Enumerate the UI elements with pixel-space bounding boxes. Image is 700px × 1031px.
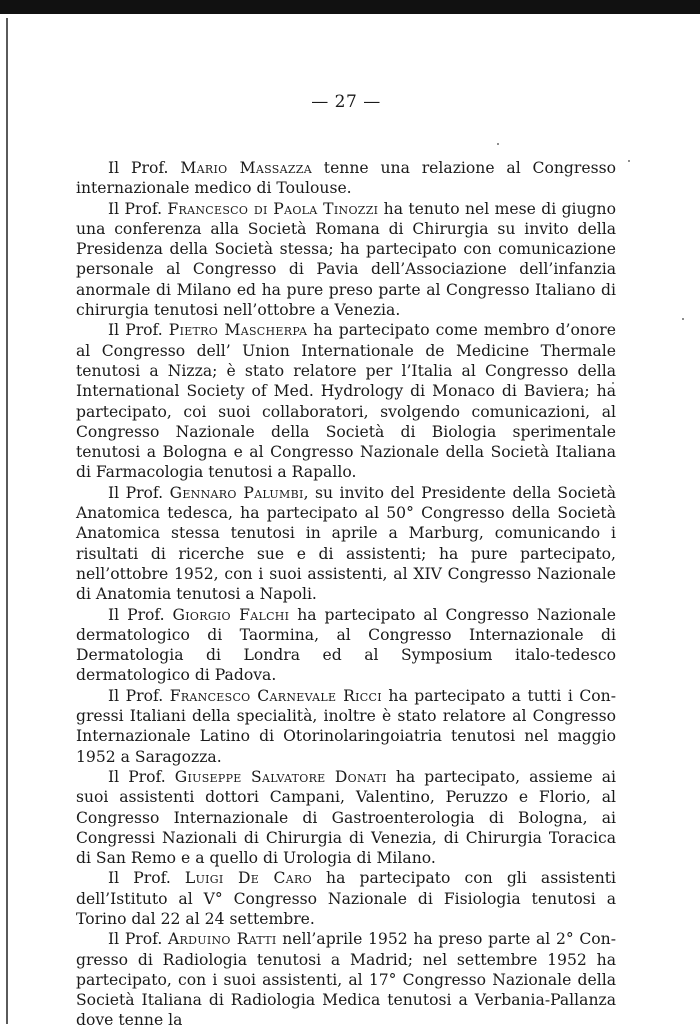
paragraph-lead: Il Prof.: [108, 686, 170, 705]
professor-name: Mario Massazza: [180, 159, 312, 177]
paragraph: [76, 320, 616, 482]
scan-speck: [682, 318, 684, 320]
paragraph-lead: Il Prof.: [108, 321, 169, 340]
paragraph-lead: Il Prof.: [108, 199, 168, 218]
paragraph: [76, 767, 616, 868]
professor-name: Francesco Carnevale Ricci: [169, 686, 382, 705]
paragraph: [76, 686, 616, 767]
paragraph-text: ha partecipato, assieme ai suoi assistenti dottori Campani, Valentino, Peruzzo e Florio, al Congresso Internazionale di Gastroenterologia di Bologna, ai Congressi Nazionali di Chirurgia di Venezia, di Chirurgia Toracica di San Remo e a quello di Urologia di Milano.: [76, 767, 616, 868]
professor-name: Luigi De Caro: [184, 869, 312, 888]
paragraph-lead: Il Prof.: [108, 869, 185, 888]
professor-name: Pietro Mascherpa: [168, 321, 308, 340]
professor-name: Gennaro Palumbi: [169, 483, 304, 502]
paragraph-text: ha partecipato a tutti i Congressi Italiani della specialità, inoltre è stato relatore al Congresso Internazionale Latino di Otorinolaringoiatria tenutosi nel maggio 1952 a Saragozza.: [76, 686, 616, 766]
paragraph: [76, 483, 616, 605]
paragraph: [76, 605, 616, 686]
paragraph: [76, 868, 616, 929]
professor-name: Arduino Ratti: [168, 930, 277, 949]
scan-top-border: [0, 0, 700, 14]
paragraph-lead: Il Prof.: [108, 159, 181, 177]
page-number: — 27 —: [311, 92, 381, 112]
paragraph: [76, 199, 616, 321]
paragraph-text: ha partecipato al Congresso Nazionale dermatologico di Taormina, al Congresso Internazionale di Dermatologia di Londra ed al Symposium italo-tedesco dermatologico di Padova.: [76, 605, 616, 685]
scan-speck: [628, 160, 630, 162]
paragraph-text: , su invito del Presidente della Società Anatomica tedesca, ha partecipato al 50° Congresso della Società Anatomica stessa tenutosi in aprile a Marburg, comunicando i risultati di ricerche sue e di assistenti; ha pure partecipato, nell’ottobre 1952, con i suoi assistenti, al XIV Congresso Nazionale di Anatomia tenutosi a Napoli.: [76, 483, 616, 604]
professor-name: Francesco di Paola Tinozzi: [167, 199, 379, 218]
paragraph-text: ha partecipato come membro d’onore al Congresso dell’ Union Internationale de Medicine Thermale tenutosi a Nizza; è stato relatore per l’Italia al Congresso della International Society of Med. Hydrology di Monaco di Baviera; ha partecipato, coi suoi collaboratori, svolgendo comunicazioni, al Congresso Nazionale della Società di Biologia sperimentale tenutosi a Bologna e al Congresso Nazionale della Società Italiana di Farmacologia tenutosi a Rapallo.: [76, 321, 616, 482]
document-page: [76, 92, 616, 1031]
paragraph-text: nell’aprile 1952 ha preso parte al 2° Congresso di Radiologia tenutosi a Madrid; nel settembre 1952 ha partecipato, con i suoi assistenti, al 17° Congresso Nazionale della Società Italiana di Radiologia Medica tenutosi a Verbania-Pallanza dove tenne la: [76, 930, 616, 1030]
paragraph-text: ha tenuto nel mese di giugno una conferenza alla Società Romana di Chirurgia su invito della Presidenza della Società stessa; ha partecipato con comunicazione personale al Congresso di Pavia dell’Associazione dell’infanzia anormale di Milano ed ha pure preso parte al Congresso Italiano di chirurgia tenutosi nell’ottobre a Venezia.: [76, 199, 616, 320]
professor-name: Giuseppe Salvatore Donati: [174, 767, 387, 786]
paragraph-text: tenne una relazione al Congresso internazionale medico di Toulouse.: [76, 159, 616, 198]
paragraph: [76, 158, 616, 199]
scan-left-edge: [6, 18, 8, 1024]
paragraph-lead: Il Prof.: [108, 930, 168, 949]
paragraph-lead: Il Prof.: [108, 767, 175, 786]
paragraph: [76, 929, 616, 1030]
paragraph-lead: Il Prof.: [108, 483, 170, 502]
paragraph-lead: Il Prof.: [108, 605, 173, 624]
professor-name: Giorgio Falchi: [172, 605, 290, 624]
paragraph-text: ha partecipato con gli assistenti dell’Istituto al V° Congresso Nazionale di Fisiologia tenutosi a Torino dal 22 al 24 settembre.: [76, 869, 616, 928]
